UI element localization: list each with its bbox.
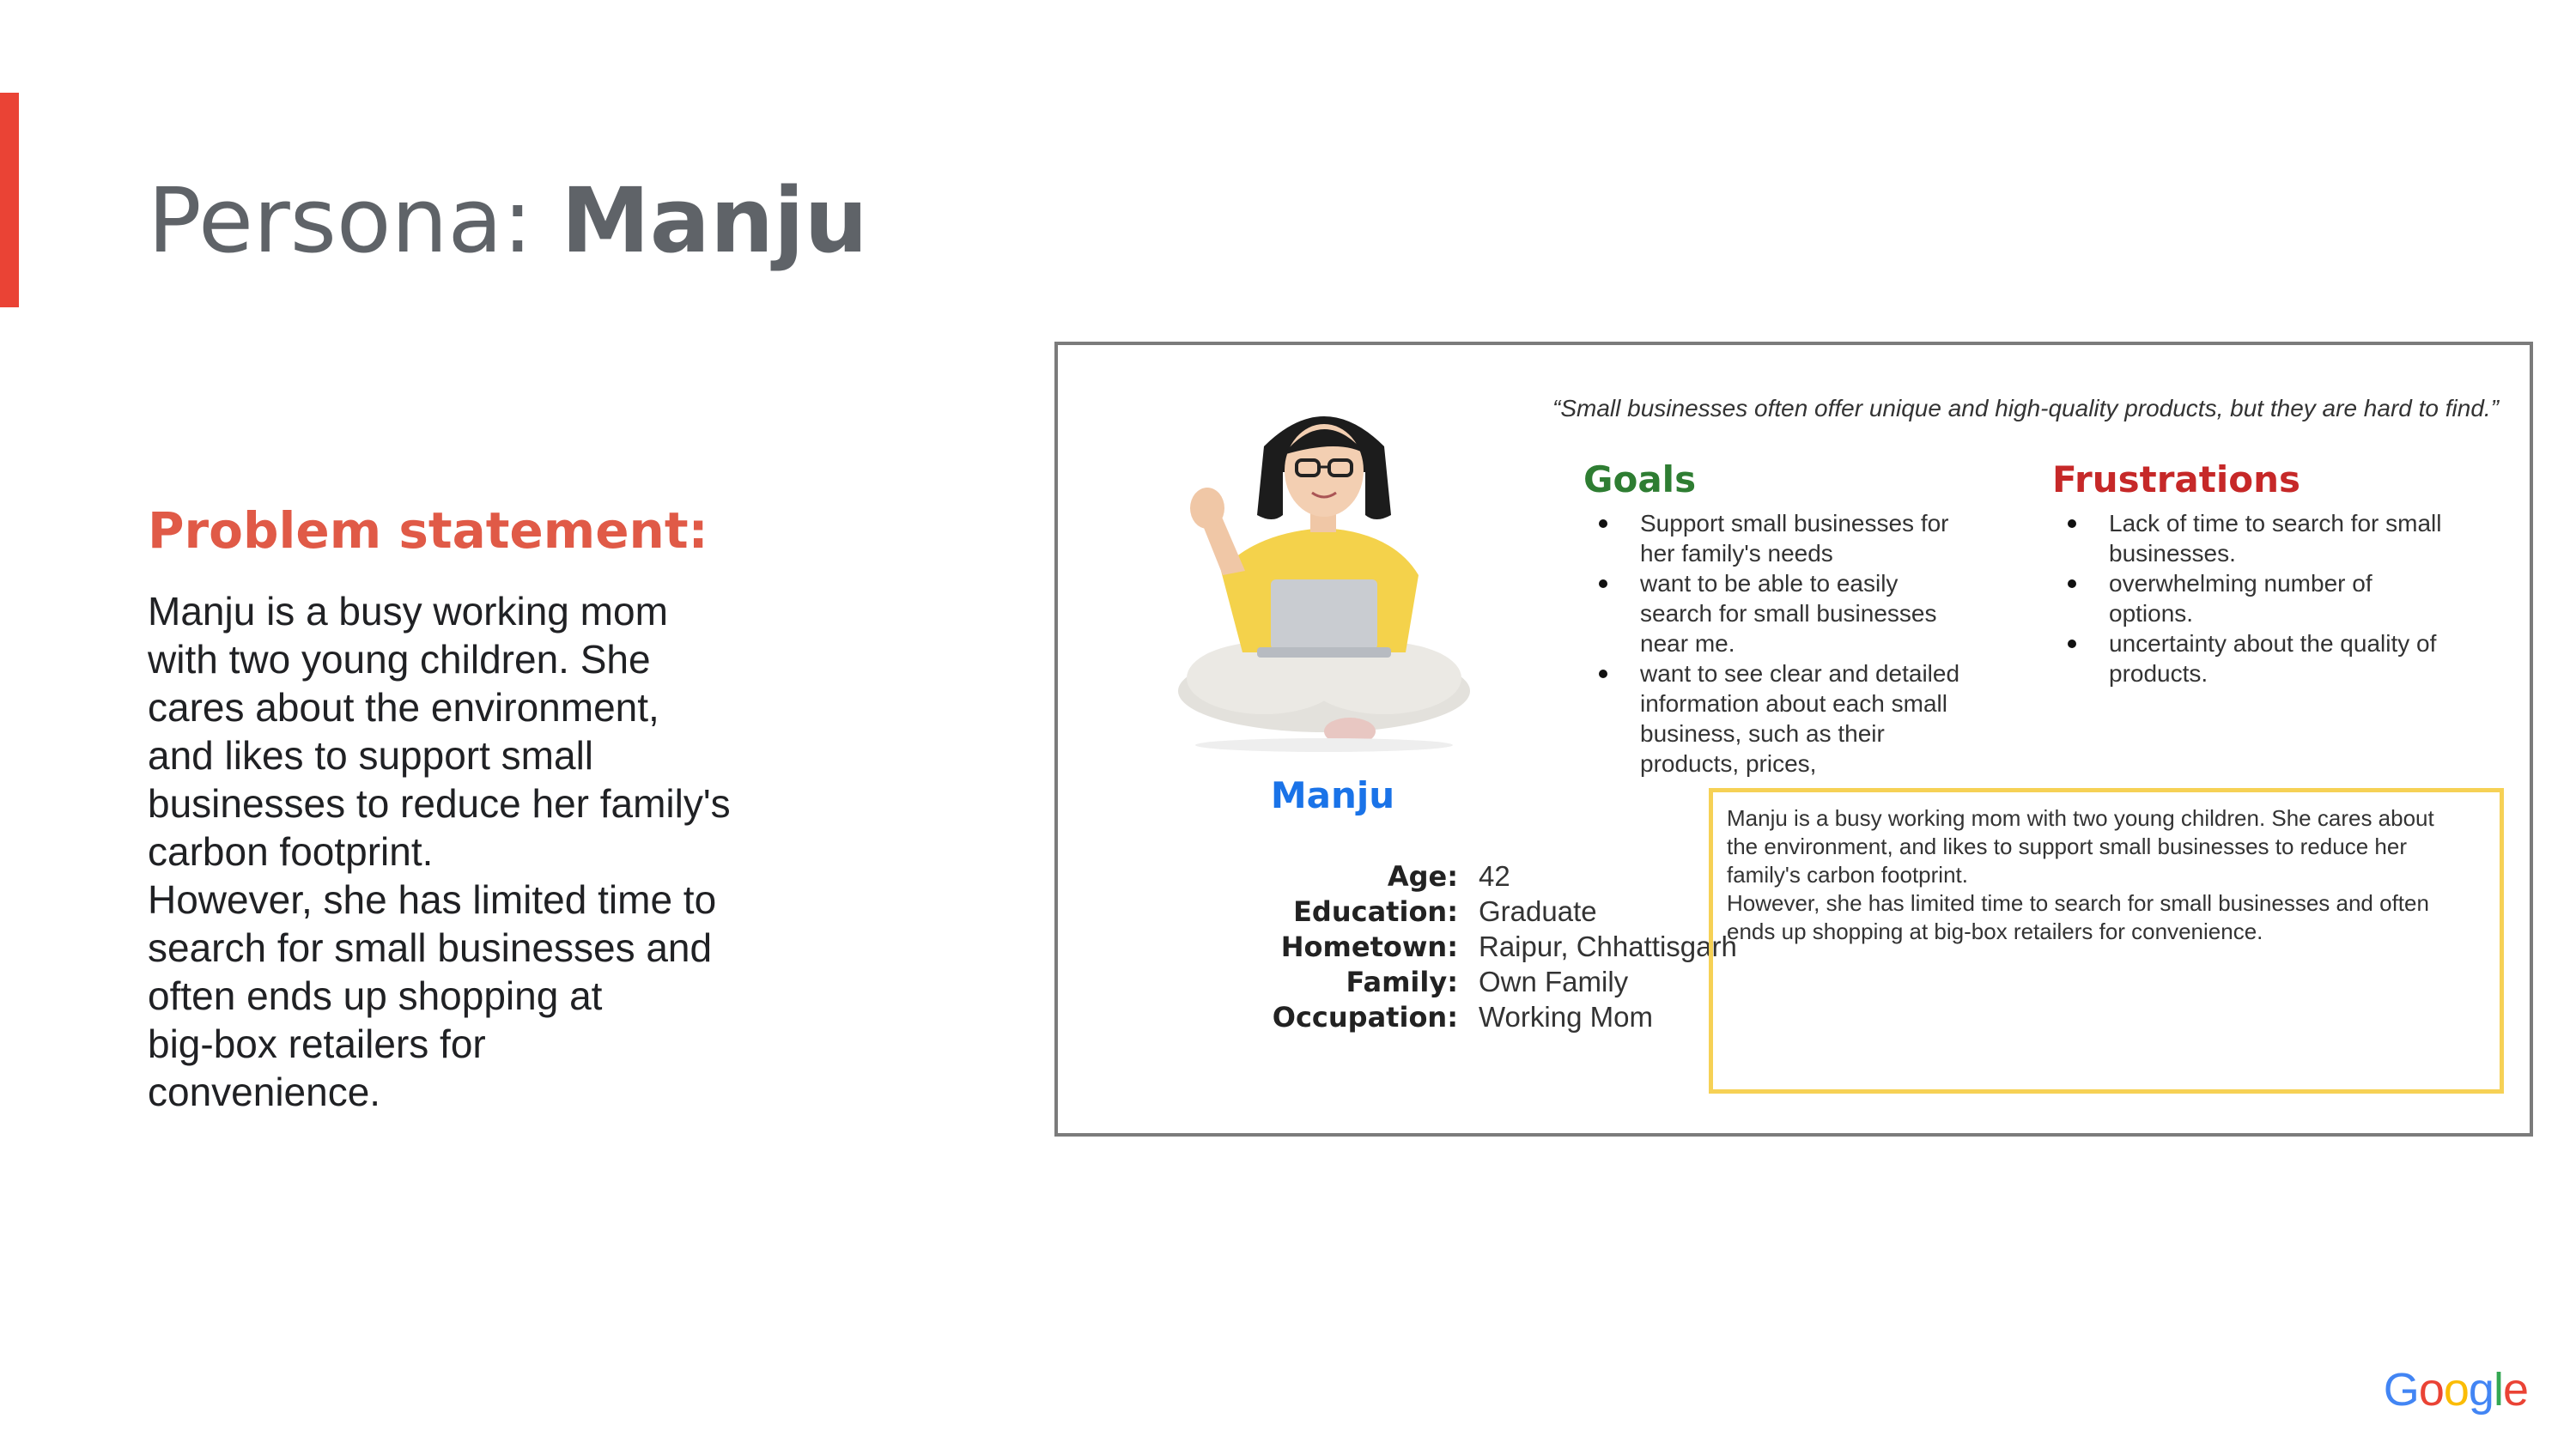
persona-summary-box xyxy=(1709,788,2504,1094)
goal-item xyxy=(1587,508,2016,568)
goal-item xyxy=(1587,658,2016,779)
persona-facts xyxy=(1075,858,1737,1034)
avatar-hand xyxy=(1190,488,1224,529)
page-title xyxy=(148,168,868,273)
frustration-text: Lack of time to search for small businesses. xyxy=(2109,510,2442,567)
frustration-text: uncertainty about the quality of products. xyxy=(2109,630,2437,687)
logo-letter: o xyxy=(2443,1364,2469,1416)
goals-list xyxy=(1587,508,2016,779)
persona-name: Manju xyxy=(1270,774,1395,816)
fact-label: Age: xyxy=(1387,859,1458,893)
fact-value: 42 xyxy=(1479,859,1510,892)
logo-letter: G xyxy=(2383,1364,2419,1416)
logo-letter: o xyxy=(2418,1364,2444,1416)
title-name: Manju xyxy=(561,168,868,273)
logo-letter: l xyxy=(2493,1364,2503,1416)
fact-row-occupation xyxy=(1075,999,1737,1034)
frustration-text: overwhelming number of options. xyxy=(2109,570,2372,627)
goal-item xyxy=(1587,568,2016,658)
fact-label: Hometown: xyxy=(1280,930,1458,963)
goal-text: want to be able to easily search for small businesses near me. xyxy=(1640,570,1937,657)
fact-row-family xyxy=(1075,964,1737,999)
avatar-laptop-screen xyxy=(1271,579,1377,650)
goal-text: Support small businesses for her family's needs xyxy=(1640,510,1949,567)
logo-letter: g xyxy=(2468,1364,2494,1416)
fact-value: Graduate xyxy=(1479,894,1597,927)
fact-label: Family: xyxy=(1346,965,1458,998)
logo-letter: e xyxy=(2502,1364,2528,1416)
fact-value: Own Family xyxy=(1479,965,1629,997)
fact-label: Education: xyxy=(1293,894,1458,928)
frustration-item xyxy=(2056,568,2502,628)
frustrations-list xyxy=(2056,508,2502,688)
persona-summary-text: Manju is a busy working mom with two young children. She cares about the environment, and likes to support small businesses to reduce her family's carbon footprint. However, she has limited time to search for small businesses and often ends up shopping at big-box retailers for convenience. xyxy=(1727,805,2434,944)
fact-value: Raipur, Chhattisgarh xyxy=(1479,930,1737,962)
goals-heading: Goals xyxy=(1583,458,1697,500)
fact-row-education xyxy=(1075,894,1737,929)
fact-label: Occupation: xyxy=(1272,1000,1458,1034)
problem-statement-text: Manju is a busy working mom with two young children. She cares about the environment, and likes to support small businesses to reduce her family's carbon footprint. However, she has limited time to search for small businesses and often ends up shopping at big-box retailers for convenience. xyxy=(148,589,731,1114)
problem-statement-heading: Problem statement: xyxy=(148,501,708,560)
fact-row-age xyxy=(1075,858,1737,894)
title-prefix: Persona: xyxy=(148,168,562,273)
problem-statement-body xyxy=(148,587,783,1116)
fact-row-hometown xyxy=(1075,929,1737,964)
frustration-item xyxy=(2056,628,2502,688)
persona-quote: “Small businesses often offer unique and high-quality products, but they are hard to find.” xyxy=(1552,395,2499,421)
google-logo xyxy=(2384,1363,2528,1416)
frustration-item xyxy=(2056,508,2502,568)
avatar-shadow xyxy=(1195,738,1453,752)
goal-text: want to see clear and detailed information about each small business, such as their products, prices, xyxy=(1640,660,1960,777)
accent-bar xyxy=(0,93,19,307)
avatar-laptop-base xyxy=(1257,647,1391,658)
persona-avatar-illustration xyxy=(1161,395,1479,755)
fact-value: Working Mom xyxy=(1479,1000,1653,1033)
frustrations-heading: Frustrations xyxy=(2052,458,2300,500)
persona-card xyxy=(1054,342,2533,1137)
